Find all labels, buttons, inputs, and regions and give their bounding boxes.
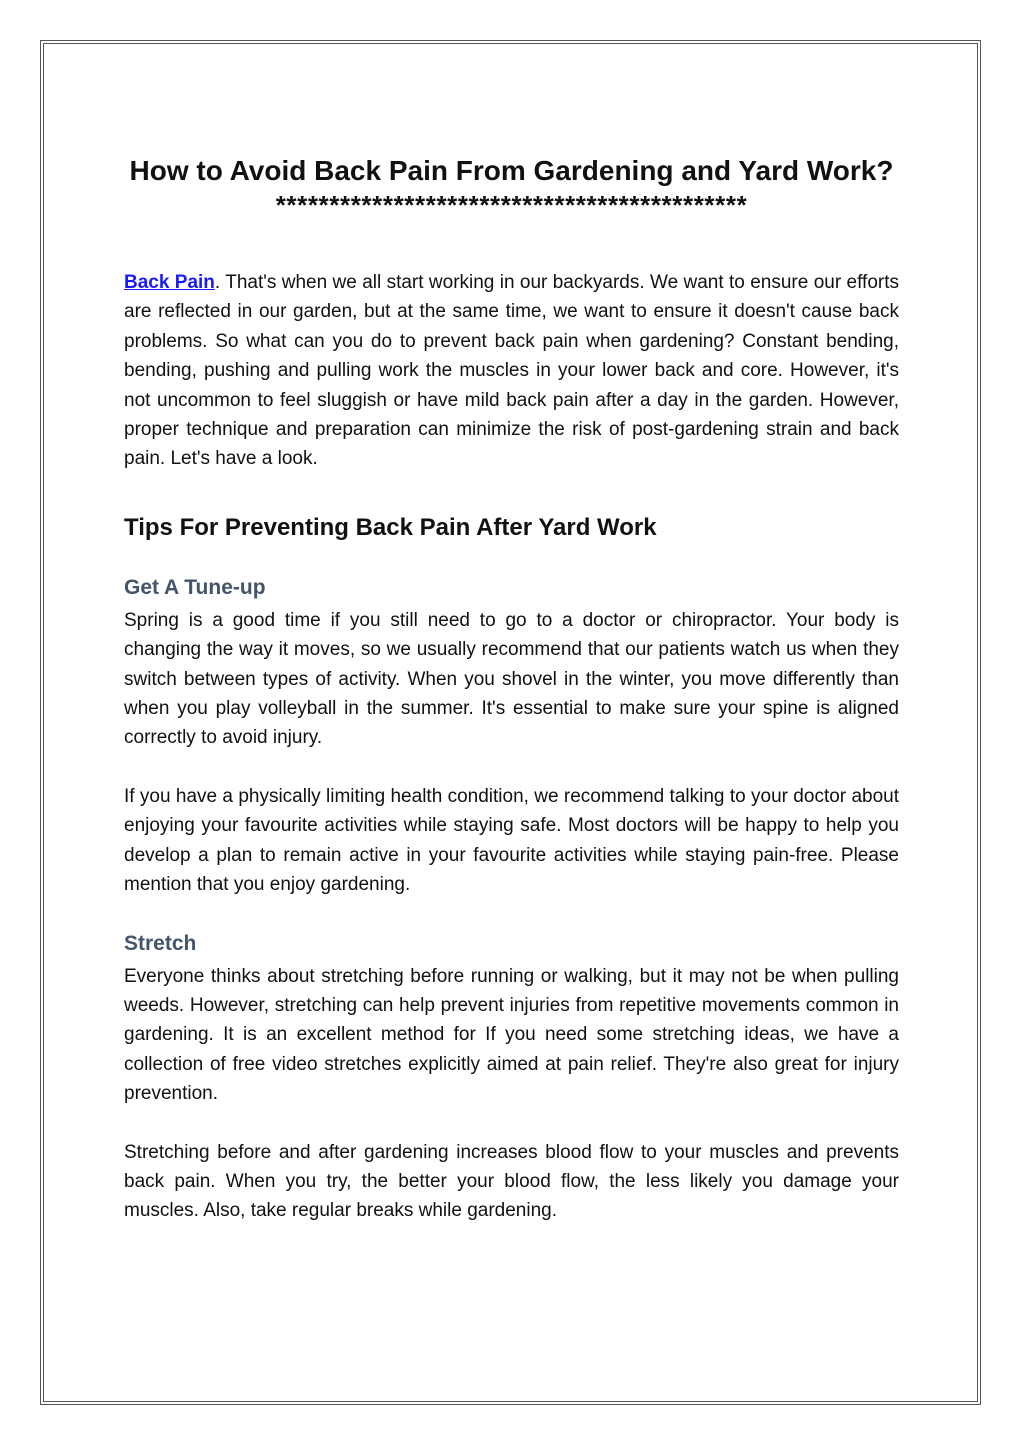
subsection-heading-stretch: Stretch bbox=[124, 931, 197, 955]
document-title: How to Avoid Back Pain From Gardening and Yard Work? bbox=[129, 155, 894, 186]
stretch-paragraph-1: Everyone thinks about stretching before running or walking, but it may not be when pulling weeds. However, stretching can help prevent injuries from repetitive movements common in gardening. It is an excellent method for If you need some stretching ideas, we have a collection of free video stretches explicitly aimed at pain relief. They're also great for injury prevention. bbox=[124, 965, 899, 1105]
subsection-heading-tune-up: Get A Tune-up bbox=[124, 575, 266, 599]
document-body bbox=[124, 152, 899, 1226]
stretch-paragraph-2: Stretching before and after gardening increases blood flow to your muscles and prevents back pain. When you try, the better your blood flow, the less likely you damage your muscles. Also, take regular breaks while gardening. bbox=[124, 1141, 899, 1222]
intro-paragraph bbox=[124, 268, 899, 474]
tune-up-paragraph-2: If you have a physically limiting health condition, we recommend talking to your doctor about enjoying your favourite activities while staying safe. Most doctors will be happy to help you develop a plan to remain active in your favourite activities while staying pain-free. Please mention that you enjoy gardening. bbox=[124, 785, 899, 896]
tune-up-paragraph-1: Spring is a good time if you still need to go to a doctor or chiropractor. Your body is changing the way it moves, so we usually recommend that our patients watch us when they switch between types of activity. When you shovel in the winter, you move differently than when you play volleyball in the summer. It's essential to make sure your spine is aligned correctly to avoid injury. bbox=[124, 609, 899, 749]
section-heading: Tips For Preventing Back Pain After Yard Work bbox=[124, 513, 657, 541]
intro-text: . That's when we all start working in our backyards. We want to ensure our efforts are reflected in our garden, but at the same time, we want to ensure it doesn't cause back problems. So what can you do to prevent back pain when gardening? Constant bending, bending, pushing and pulling work the muscles in your lower back and core. However, it's not uncommon to feel sluggish or have mild back pain after a day in the garden. However, proper technique and preparation can minimize the risk of post-gardening strain and back pain. Let's have a look. bbox=[124, 272, 899, 470]
title-separator: ******************************************** bbox=[275, 190, 748, 220]
back-pain-link[interactable]: Back Pain bbox=[124, 272, 215, 293]
